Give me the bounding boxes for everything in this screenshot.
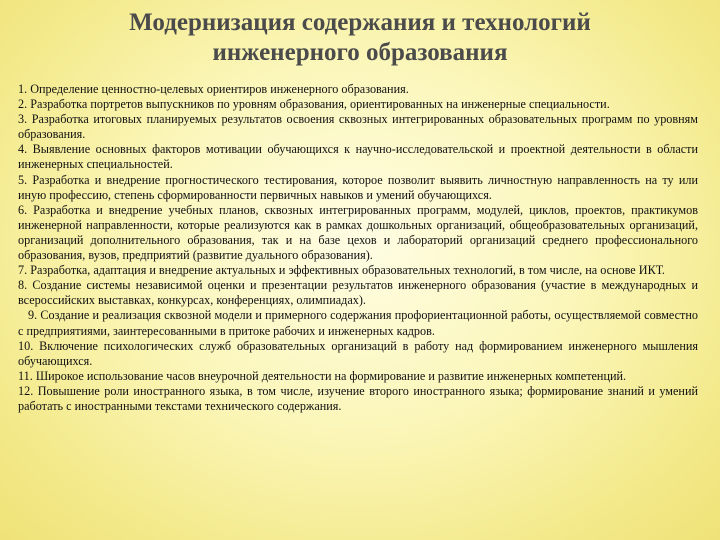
slide-title-line-2: инженерного образования xyxy=(212,39,508,66)
list-item: 11. Широкое использование часов внеурочной деятельности на формирование и развитие инженерных компетенций. xyxy=(18,368,627,383)
list-item: 1. Определение ценностно-целевых ориентиров инженерного образования. xyxy=(18,82,409,96)
list-item: 2. Разработка портретов выпускников по уровням образования, ориентированных на инженерные специальности. xyxy=(18,97,610,112)
task-list xyxy=(0,68,720,414)
slide-title-line-1: Модернизация содержания и технологий xyxy=(129,9,591,36)
list-item: 3. Разработка итоговых планируемых результатов освоения сквозных интегрированных образовательных программ по уровням образования. xyxy=(18,112,698,142)
list-item: 5. Разработка и внедрение прогностического тестирования, которое позволит выявить личностную направленность на ту или иную профессию, степень сформированности первичных навыков и умений обучающихся. xyxy=(18,172,698,202)
list-item: 12. Повышение роли иностранного языка, в том числе, изучение второго иностранного языка; формирование знаний и умений работать с иностранными текстами технического содержания. xyxy=(18,383,698,413)
list-item: 10. Включение психологических служб образовательных организаций в работу над формированием инженерного мышления обучающихся. xyxy=(18,338,698,368)
list-item: 6. Разработка и внедрение учебных планов, сквозных интегрированных программ, модулей, циклов, проектов, практикумов инженерной направленности, которые реализуются как в рамках дошкольных организаций, общеобразовательных организаций, организаций дополнительного образования, так и на базе цехов и лабораторий организаций среднего профессионального образования, вузов, предприятий (развитие дуального образования). xyxy=(18,202,698,263)
slide-title xyxy=(0,0,720,68)
list-item: 7. Разработка, адаптация и внедрение актуальных и эффективных образовательных технологий, в том числе, на основе ИКТ. xyxy=(18,263,665,278)
list-item: 4. Выявление основных факторов мотивации обучающихся к научно-исследовательской и проектной деятельности в области инженерных специальностей. xyxy=(18,142,698,172)
list-item: 8. Создание системы независимой оценки и презентации результатов инженерного образования (участие в международных и всероссийских выставках, конкурсах, конференциях, олимпиадах). xyxy=(18,278,698,308)
list-item: 9. Создание и реализация сквозной модели и примерного содержания профориентационной работы, осуществляемой совместно с предприятиями, заинтересованными в притоке рабочих и инженерных кадров. xyxy=(18,308,698,338)
